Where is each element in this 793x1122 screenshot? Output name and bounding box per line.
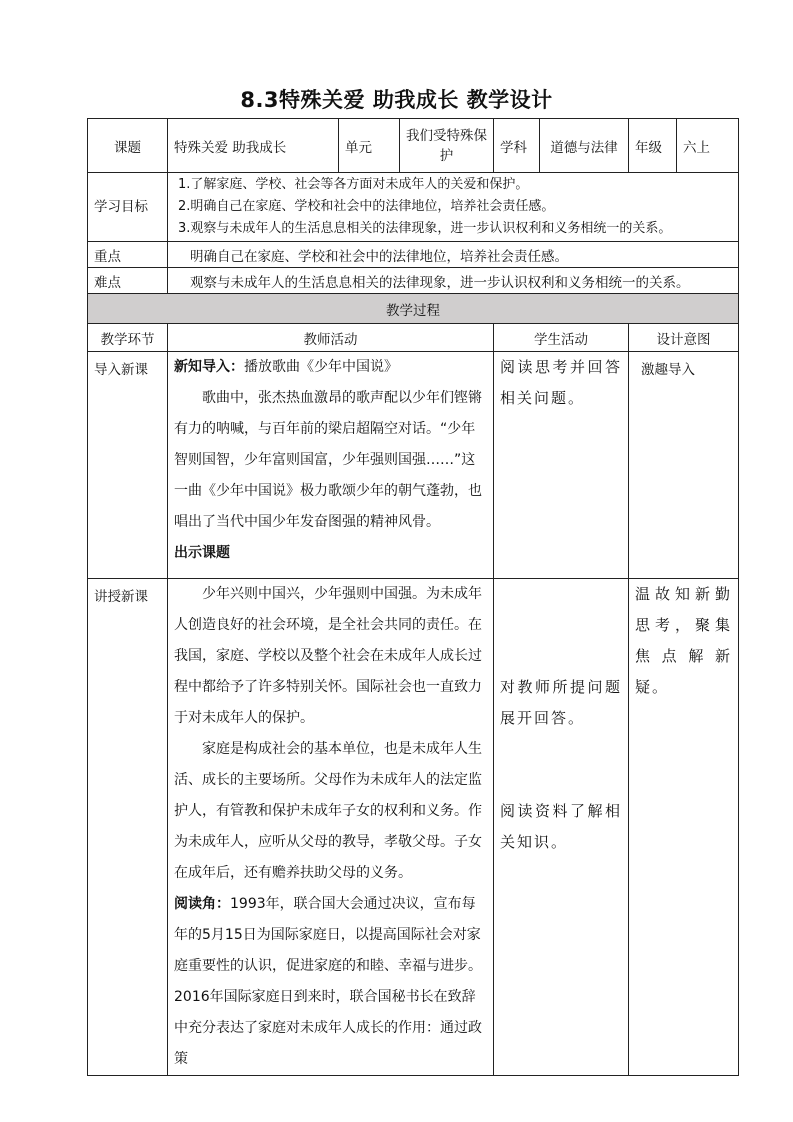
student-activity-1: 对教师所提问题展开回答。 (500, 678, 622, 727)
process-row-intro (88, 352, 739, 579)
key-point-row (88, 242, 739, 268)
teach-paragraph-2: 家庭是构成社会的基本单位，也是未成年人生活、成长的主要场所。父母作为未成年人的法定监护人，有管教和保护未成年子女的权利和义务。作为未成年人，应听从父母的教导，孝敬父母。子女在成年后，还有赡养扶助父母的义务。 (174, 741, 482, 881)
reading-text: 1993年，联合国大会通过决议，宣布每年的5月15日为国际家庭日，以提高国际社会对家庭重要性的认识，促进家庭的和睦、幸福与进步。2016年国际家庭日到来时，联合国秘书长在致辞中充分表达了家庭对未成年人成长的作用：通过政策 (174, 896, 482, 1067)
stage-cell: 讲授新课 (88, 579, 168, 1076)
design-intent-cell: 激趣导入 (629, 352, 739, 579)
objective-item: 1.了解家庭、学校、社会等各方面对未成年人的关爱和保护。 (178, 177, 529, 192)
header-row (88, 119, 739, 173)
objective-item: 2.明确自己在家庭、学校和社会中的法律地位，培养社会责任感。 (178, 199, 555, 214)
teacher-activity-cell (168, 579, 494, 1076)
column-student: 学生活动 (494, 324, 629, 352)
intro-lead: 新知导入： (174, 359, 244, 375)
process-title-row (88, 294, 739, 324)
subject-value: 道德与法律 (540, 119, 629, 173)
intro-paragraph: 歌曲中，张杰热血激昂的歌声配以少年们铿锵有力的呐喊，与百年前的梁启超隔空对话。“少年智则国智，少年富则国富，少年强则国强……”这一曲《少年中国说》极力歌颂少年的朝气蓬勃，也唱出了当代中国少年发奋图强的精神风骨。 (174, 390, 482, 530)
column-intent: 设计意图 (629, 324, 739, 352)
column-stage: 教学环节 (88, 324, 168, 352)
difficulty-row (88, 268, 739, 294)
student-activity-cell: 阅读思考并回答相关问题。 (494, 352, 629, 579)
student-activity-2: 阅读资料了解相关知识。 (500, 802, 622, 851)
reading-lead: 阅读角： (174, 896, 230, 912)
objectives-list (168, 173, 739, 242)
objectives-label: 学习目标 (88, 173, 168, 242)
lesson-plan-table (87, 118, 739, 1076)
objective-item: 3.观察与未成年人的生活息息相关的法律现象，进一步认识权利和义务相统一的关系。 (178, 221, 672, 236)
page-title: 8.3特殊关爱 助我成长 教学设计 (240, 88, 553, 112)
process-section-title: 教学过程 (88, 294, 739, 324)
topic-value: 特殊关爱 助我成长 (168, 119, 339, 173)
column-teacher: 教师活动 (168, 324, 494, 352)
process-columns-row (88, 324, 739, 352)
intro-lead-rest: 播放歌曲《少年中国说》 (244, 359, 398, 375)
grade-label: 年级 (629, 119, 677, 173)
grade-value: 六上 (677, 119, 739, 173)
difficulty-text: 观察与未成年人的生活息息相关的法律现象，进一步认识权利和义务相统一的关系。 (168, 268, 739, 294)
difficulty-label: 难点 (88, 268, 168, 294)
show-topic-text: 出示课题 (174, 545, 230, 561)
teacher-activity-cell (168, 352, 494, 579)
teach-paragraph-1: 少年兴则中国兴，少年强则中国强。为未成年人创造良好的社会环境，是全社会共同的责任。在我国，家庭、学校以及整个社会在未成年人成长过程中都给予了许多特别关怀。国际社会也一直致力于对未成年人的保护。 (174, 586, 482, 726)
process-row-teach (88, 579, 739, 1076)
stage-cell: 导入新课 (88, 352, 168, 579)
subject-label: 学科 (494, 119, 540, 173)
key-point-label: 重点 (88, 242, 168, 268)
topic-label: 课题 (88, 119, 168, 173)
unit-value: 我们受特殊保护 (400, 119, 494, 173)
unit-label: 单元 (339, 119, 400, 173)
key-point-text: 明确自己在家庭、学校和社会中的法律地位，培养社会责任感。 (168, 242, 739, 268)
design-intent-cell: 温故知新勤思考，聚集焦点解新疑。 (629, 579, 739, 1076)
objectives-row (88, 173, 739, 242)
student-activity-cell (494, 579, 629, 1076)
